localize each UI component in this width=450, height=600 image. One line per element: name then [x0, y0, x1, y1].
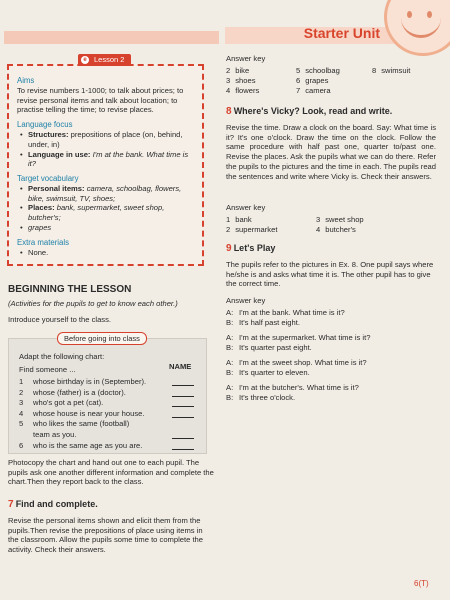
page-number: 6(T) — [414, 579, 429, 588]
answer-key-1-item — [296, 86, 331, 96]
answer-number: 4 — [316, 225, 321, 234]
name-column-head: NAME — [169, 362, 192, 371]
answer-key-2-item — [226, 215, 252, 225]
header-left-strip — [4, 31, 219, 44]
target-vocab-heading: Target vocabulary — [17, 173, 79, 183]
name-blank-line — [172, 438, 194, 439]
answer-key-1-item — [296, 66, 340, 76]
speaker-label: A: — [226, 333, 234, 342]
find-row-number: 1 — [19, 377, 24, 386]
answer-word: grapes — [305, 76, 329, 85]
answer-number: 2 — [226, 66, 231, 75]
grapes-item: • grapes — [17, 223, 196, 233]
answer-word: schoolbag — [305, 66, 340, 75]
find-someone-label: Find someone ... — [19, 365, 76, 374]
extra-materials-item: • None. — [17, 248, 196, 258]
beginning-subtitle: (Activities for the pupils to get to know each other.) — [8, 299, 178, 308]
answer-word: shoes — [235, 76, 256, 85]
lesson-logo-icon: e — [81, 56, 89, 64]
name-blank-line — [172, 449, 194, 450]
answer-number: 1 — [226, 215, 231, 224]
answer-word: butcher's — [325, 225, 356, 234]
language-focus-heading: Language focus — [17, 120, 73, 130]
answer-number: 3 — [316, 215, 321, 224]
dialogue-text: It's quarter to eleven. — [239, 368, 310, 377]
find-someone-chart — [8, 338, 207, 454]
ex8-number: 8 — [226, 106, 232, 117]
speaker-label: B: — [226, 318, 234, 327]
answer-key-1-item — [372, 66, 410, 76]
personal-items-item: • Personal items: camera, schoolbag, flowers, bike, swimsuit, TV, shoes; — [17, 184, 196, 203]
answer-key-2-item — [316, 215, 364, 225]
structures-item: • Structures: prepositions of place (on, behind, under, in) — [17, 130, 196, 149]
answer-word: sweet shop — [325, 215, 364, 224]
find-row-text: who likes the same (football) — [33, 419, 130, 429]
name-blank-line — [172, 417, 194, 418]
speaker-label: A: — [226, 308, 234, 317]
answer-number: 2 — [226, 225, 231, 234]
beginning-title: BEGINNING THE LESSON — [8, 284, 132, 295]
answer-number: 3 — [226, 76, 231, 85]
answer-word: camera — [305, 86, 331, 95]
ex8-heading — [226, 106, 436, 119]
speaker-label: A: — [226, 358, 234, 367]
adapt-text: Adapt the following chart: — [19, 352, 105, 361]
aims-heading: Aims — [17, 76, 35, 85]
name-blank-line — [172, 385, 194, 386]
find-row-number: 4 — [19, 408, 24, 418]
answer-key-1-item — [226, 66, 249, 76]
find-row-number: 5 — [19, 419, 24, 429]
before-class-tag: Before going into class — [57, 332, 147, 345]
name-blank-line — [172, 396, 194, 397]
answer-key-1-label: Answer key — [226, 54, 266, 63]
ex7-number: 7 — [8, 499, 14, 510]
find-row-number: 6 — [19, 440, 24, 450]
answer-key-3-label: Answer key — [226, 296, 266, 305]
ex9-text: The pupils refer to the pictures in Ex. 8. One pupil says where he/she is and asks what time it is. The other pupil has to give the correct time. — [226, 260, 434, 289]
answer-key-1-item — [296, 76, 328, 86]
lesson-box — [7, 64, 204, 266]
ex9-number: 9 — [226, 243, 232, 254]
name-blank-line — [172, 406, 194, 407]
dialogue-text: It's three o'clock. — [239, 393, 296, 402]
find-row-text: whose house is near your house. — [33, 408, 145, 418]
answer-number: 6 — [296, 76, 301, 85]
dialogue-text: It's half past eight. — [239, 318, 300, 327]
find-row-text: whose (father) is a (doctor). — [33, 387, 126, 397]
speaker-label: A: — [226, 383, 234, 392]
answer-key-2-item — [316, 225, 356, 235]
answer-key-1-item — [226, 86, 259, 96]
dialogue-text: It's quarter past eight. — [239, 343, 312, 352]
dialogue-text: I'm at the butcher's. What time is it? — [239, 383, 359, 392]
dialogue-text: I'm at the sweet shop. What time is it? — [239, 358, 367, 367]
ex7-title: Find and complete. — [15, 499, 98, 509]
answer-word: supermarket — [235, 225, 278, 234]
extra-materials-heading: Extra materials — [17, 237, 69, 247]
answer-key-1-item — [226, 76, 256, 86]
find-row-text: who is the same age as you are. — [33, 440, 143, 450]
language-use-item: • Language in use: I'm at the bank. What time is it? — [17, 150, 196, 169]
introduce-text: Introduce yourself to the class. — [8, 315, 111, 324]
answer-word: bike — [235, 66, 250, 75]
places-item: • Places: bank, supermarket, sweet shop, butcher's; — [17, 203, 196, 222]
ex7-heading — [8, 499, 214, 512]
answer-number: 4 — [226, 86, 231, 95]
ex8-text: Revise the time. Draw a clock on the board. Say: What time is it? It's one o'clock. Draw the time on the clock. Follow the same procedure with half past one, quarter to/past one. Revise the places. Ask the pupils what we can do there. Refer the pupils to the pictures and the time in each. The pupils read the sentences and write where Vicky is. Check their answers. — [226, 123, 436, 181]
dialogue-text: I'm at the supermarket. What time is it? — [239, 333, 371, 342]
find-row-text: whose birthday is in (September). — [33, 377, 147, 386]
answer-number: 7 — [296, 86, 301, 95]
ex8-title: Where's Vicky? Look, read and write. — [233, 106, 393, 116]
ex9-title: Let's Play — [233, 243, 276, 253]
answer-number: 5 — [296, 66, 301, 75]
find-row-text: who's got a pet (cat). — [33, 398, 104, 408]
answer-key-2-item — [226, 225, 277, 235]
find-row-text: team as you. — [33, 430, 77, 439]
aims-text: To revise numbers 1-1000; to talk about prices; to revise personal items and talk about location; to practise telling the time; to revise places. — [17, 85, 184, 115]
unit-title: Starter Unit — [303, 25, 380, 41]
speaker-label: B: — [226, 368, 234, 377]
find-row-number: 2 — [19, 387, 24, 397]
ex9-heading — [226, 243, 436, 256]
find-row-number: 3 — [19, 398, 24, 408]
speaker-label: B: — [226, 393, 234, 402]
photocopy-text: Photocopy the chart and hand out one to each pupil. The pupils ask one another different information and complete the chart.Then they report back to the class. — [8, 458, 214, 487]
speaker-label: B: — [226, 343, 234, 352]
ex7-text: Revise the personal items shown and elicit them from the pupils.Then revise the prepositions of place using items in the classroom. Allow the pupils some time to complete the activity. Check their answers. — [8, 516, 203, 555]
lesson-tag: e Lesson 2 — [78, 54, 131, 66]
answer-key-2-label: Answer key — [226, 203, 266, 212]
answer-word: flowers — [235, 86, 260, 95]
smiley-icon — [384, 0, 450, 56]
answer-word: bank — [235, 215, 252, 224]
answer-number: 8 — [372, 66, 377, 75]
dialogue-text: I'm at the bank. What time is it? — [239, 308, 345, 317]
answer-word: swimsuit — [381, 66, 411, 75]
